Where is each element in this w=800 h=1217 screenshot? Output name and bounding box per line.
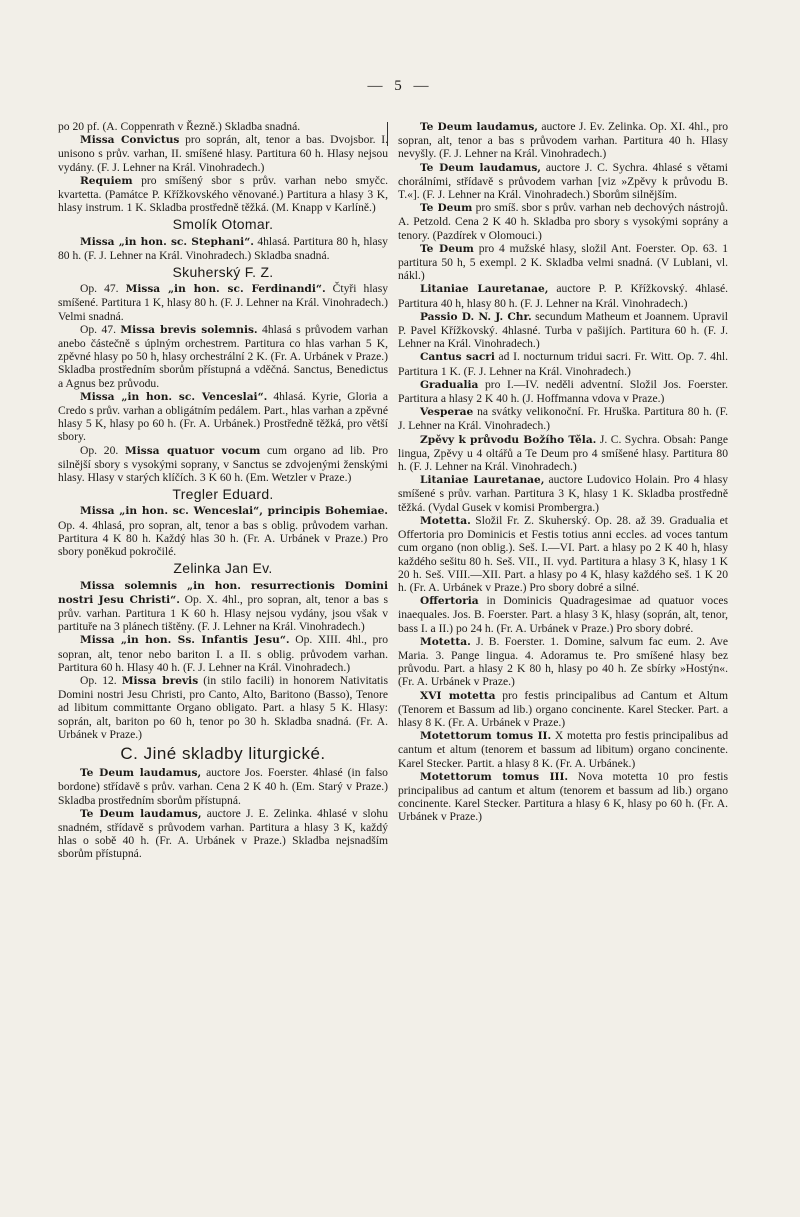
- entry-text: auctore Jos. Foerster. 4hlasé (in falso bordone) střídavě s prův. varhan. Cena 2 K 40 h. (Em. Starý v Praze.) Skladba prostředním sborům přístupná.: [58, 766, 388, 807]
- catalog-entry: [58, 674, 388, 741]
- entry-title: Motetta.: [420, 514, 471, 527]
- catalog-entry: [398, 310, 728, 351]
- catalog-entry: [58, 766, 388, 807]
- entry-title: Offertoria: [420, 595, 479, 608]
- entry-text: pro I.—IV. neděli adventní. Složil Jos. Foerster. Partitura a hlasy 2 K 40 h. (J. Hoffmanna vdova v Praze.): [398, 377, 728, 406]
- entry-text: X motetta pro festis principalibus ad cantum et altum (tenorem et bassum ad libitum) organo concinente. Karel Stecker. Partit. a hlasy 8 K. (Fr. A. Urbánek.): [398, 729, 728, 770]
- entry-text: pro festis principalibus ad Cantum et Altum (Tenorem et Bassum ad lib.) organo concinente. Karel Stecker. Part. a hlasy 8 K. (Fr. A. Urbánek v Praze.): [398, 688, 728, 729]
- entry-text: Op. XIII. 4hl., pro sopran, alt, tenor nebo bariton I. a II. s oblig. průvodem varhan. Partitura 60 h. Hlasy 40 h. (F. J. Lehner na Král. Vinohradech.): [58, 633, 388, 674]
- entry-title: Missa „in hon. sc. Stephani“.: [80, 235, 254, 248]
- catalog-entry: [398, 635, 728, 689]
- catalog-entry: [58, 323, 388, 390]
- catalog-entry: [398, 405, 728, 432]
- entry-text: pro smíš. sbor s prův. varhan neb dechových nástrojů. A. Petzold. Cena 2 K 40 h. Skladba pro sbory s vysokými soprány a tenory. (Pazdírek v Olomouci.): [398, 201, 729, 242]
- entry-title: Missa solemnis „in hon. resurrectionis Domini nostri Jesu Christi“.: [58, 579, 388, 606]
- entry-text: auctore J. Ev. Zelinka. Op. XI. 4hl., pro sopran, alt, tenor a bas s průvodem varhan. Partitura 40 h. Hlasy nevyšly. (F. J. Lehner na Král. Vinohradech.): [398, 120, 728, 161]
- entry-text: po 20 pf. (A. Coppenrath v Řezně.) Skladba snadná.: [58, 120, 301, 133]
- entry-text: auctore J. E. Zelinka. 4hlasé v slohu snadném, střídavě s průvodem varhan. Partitura a hlasy 3 K, každý hlas o sobě 40 h. (Fr. A. Urbánek v Praze.) Skladba nejsnadším sborům přístupná.: [58, 806, 388, 861]
- entry-text: Op. X. 4hl., pro sopran, alt, tenor a bas s prův. varhan. Partitura 1 K 60 h. Hlasy nejsou vydány, jsou však v partituře na 3 plánech tištěny. (F. J. Lehner na Král. Vinohradech.): [58, 592, 388, 634]
- entry-text: auctore P. P. Křížkovský. 4hlasé. Partitura 40 h, hlasy 80 h. (F. J. Lehner na Král. Vinohradech.): [398, 282, 728, 310]
- page-number: — 5 —: [367, 78, 433, 94]
- entry-text: Nova motetta 10 pro festis principalibus ad cantum et altum (tenorem et bassum ad lib.) organo concinente. Karel Stecker. Partitura a hlasy 6 K, hlasy po 60 h. (Fr. A. Urbánek v Praze.): [398, 769, 728, 824]
- entry-text: Op. 12.: [80, 673, 122, 687]
- catalog-entry: [58, 807, 388, 861]
- catalog-entry: [398, 378, 728, 405]
- entry-text: pro smíšený sbor s prův. varhan nebo smyčc. kvartetta. (Památce P. Křížkovského věnované.) Partitura a hlasy 3 K, hlasy instrum. 1 K. Skladba prostředně těžká. (M. Knapp v Karlíně.): [58, 173, 388, 215]
- catalog-entry: [58, 282, 388, 323]
- catalog-entry: [398, 473, 728, 514]
- catalog-entry: [58, 174, 388, 215]
- catalog-entry: [398, 514, 728, 594]
- entry-title: Te Deum laudamus,: [420, 161, 541, 174]
- catalog-entry: [58, 504, 388, 558]
- entry-text: cum organo ad lib. Pro silnější sbory s vysokými soprany, v Sanctus se zdvojenými ženskými hlasy. Hlasy v starých klíčích. 3 K 60 h. (Em. Wetzler v Praze.): [58, 443, 388, 485]
- catalog-entry: [398, 242, 728, 283]
- entry-title: Vesperae: [420, 406, 474, 419]
- entry-text: Op. 47.: [80, 282, 126, 296]
- catalog-entry: [58, 390, 388, 444]
- catalog-entry: [398, 433, 728, 474]
- entry-text: pro 4 mužské hlasy, složil Ant. Foerster. Op. 63. 1 partitura 50 h, 5 exempl. 2 K. Skladba velmi snadná. (V Lublani, vl. nákl.): [398, 241, 728, 283]
- entry-text: Čtyři hlasy smíšené. Partitura 1 K, hlasy 80 h. (F. J. Lehner na Král. Vinohradech.) Velmi snadná.: [58, 282, 389, 323]
- entry-title: Missa „in hon. sc. Wenceslai“, principis Bohemiae.: [80, 505, 388, 518]
- catalog-entry: [58, 133, 388, 174]
- catalog-entry: [398, 689, 728, 730]
- entry-text: 4hlasá. Partitura 80 h, hlasy 80 h. (F. J. Lehner na Král. Vinohradech.) Skladba snadná.: [58, 234, 388, 262]
- catalog-entry: [58, 579, 388, 634]
- entry-text: J. C. Sychra. Obsah: Pange lingua, Zpěvy u 4 oltářů a Te Deum pro 4 smíšené hlasy. Partitura 80 h. (F. J. Lehner na Král. Vinohradech.): [398, 432, 728, 474]
- catalog-entry: [398, 350, 728, 377]
- entry-text: Op. 4. 4hlasá, pro sopran, alt, tenor a bas s oblig. průvodem varhan. Partitura 4 K 80 h. Každý hlas 30 h. (Fr. A. Urbánek v Praze.) Pro sbory poněkud pokročilé.: [58, 518, 388, 559]
- composer-heading: Smolík Otomar.: [172, 216, 274, 233]
- entry-text: in Dominicis Quadragesimae ad quatuor voces inaequales. Jos. B. Foerster. Part. a hlasy 3 K, hlasy (soprán, alt, tenor, bass I. a II.) po 24 h. (Fr. A. Urbánek v Praze.) Pro sbory dobré.: [398, 594, 728, 635]
- entry-text: J. B. Foerster. 1. Domine, salvum fac eum. 2. Ave Maria. 3. Pange lingua. 4. Adoramus te. Pro smíšené hlasy bez průvodu. Part. a hlasy 2 K 80 h, hlasy po 40 h. Ze sbírky »Hostýn«. (Fr. A. Urbánek v Praze.): [398, 634, 728, 689]
- entry-text: (in stilo facili) in honorem Nativitatis Domini nostri Jesu Christi, pro Canto, Alto, Baritono (Basso), Tenore ad libitum committante Organo obligato. Part. a hlasy 5 K. Hlasy: soprán, alt, bariton po 60 h, tenor po 30 h. Skladba snadná. (Fr. A. Urbánek v Praze.): [58, 673, 389, 741]
- catalog-entry: [398, 161, 728, 202]
- entry-title: Te Deum: [420, 202, 473, 215]
- entry-title: Te Deum laudamus,: [80, 807, 202, 820]
- catalog-entry: [58, 444, 388, 485]
- entry-title: Te Deum: [420, 242, 474, 255]
- entry-title: Missa „in hon. sc. Venceslai“.: [80, 390, 268, 403]
- composer-heading: Skuherský F. Z.: [172, 264, 274, 281]
- catalog-entry: [398, 120, 728, 161]
- entry-title: Litaniae Lauretanae,: [420, 474, 545, 487]
- entry-title: Te Deum laudamus,: [420, 121, 538, 133]
- catalog-entry: [398, 729, 728, 770]
- entry-title: Missa brevis solemnis.: [120, 323, 258, 336]
- catalog-entry: [58, 120, 388, 133]
- entry-text: Op. 47.: [80, 322, 121, 336]
- composer-heading: Zelinka Jan Ev.: [173, 560, 273, 577]
- entry-title: Litaniae Lauretanae,: [420, 283, 549, 296]
- entry-text: 4hlasá s průvodem varhan anebo částečně s úplným orchestrem. Partitura co hlas varhan 5 K, zpěvné hlasy po 50 h, hlasy orchestrální 2 K. (Fr. A. Urbánek v Praze.) Skladba prostředním sborům přístupná a vděčná. Sanctus, Benedictus a Agnus bez průvodu.: [58, 322, 388, 390]
- entry-title: Cantus sacri: [420, 351, 495, 364]
- entry-title: Missa „in hon. Ss. Infantis Jesu“.: [80, 634, 290, 647]
- catalog-entry: [58, 235, 388, 262]
- left-column: [58, 120, 388, 861]
- entry-title: Requiem: [80, 174, 133, 187]
- entry-text: Složil Fr. Z. Skuherský. Op. 28. až 39. Gradualia et Offertoria pro Dominicis et Festis totius anni eccles. ad voces tantum cum organo (non oblig.). Seš. I.—VI. Part. a hlasy po 2 K 40 h, hlasy každého sešitu 80 h. Seš. VII., II. vyd. Partitura a hlasy 3 K, hlasy 1 K 20 h. Seš. VIII.—XII. Part. a hlasy po 4 K, hlasy každého seš. 1 K 20 h. (Fr. A. Urbánek v Praze.) Pro sbory dobré a silné.: [398, 513, 728, 594]
- right-column: [398, 120, 728, 824]
- entry-title: XVI motetta: [420, 689, 496, 702]
- entry-text: 4hlasá. Kyrie, Gloria a Credo s prův. varhan a obligátním pedálem. Part., hlas varhan a zpěvné hlasy 5 K, hlasy po 60 h. (Fr. A. Urbánek.) Prostředně těžká, pro větší sbory.: [58, 389, 388, 444]
- entry-title: Motetta.: [420, 635, 471, 648]
- catalog-entry: [58, 633, 388, 674]
- entry-title: Motettorum tomus III.: [420, 770, 569, 783]
- entry-text: auctore Ludovico Holain. Pro 4 hlasy smíšené s prův. varhan. Partitura 3 K, hlasy 1 K. Skladba prostředně těžká. (Vydal Gusek v komisi Prombergra.): [398, 473, 728, 514]
- catalog-entry: [398, 594, 728, 635]
- entry-text: auctore J. C. Sychra. 4hlasé s větami chorálními, střídavě s průvodem varhan [viz »Zpěvy k průvodu B. T.«]. (F. J. Lehner na Král. Vinohradech.) Sborům silnějším.: [398, 160, 728, 202]
- catalog-entry: [398, 282, 728, 309]
- section-heading: C. Jiné skladby liturgické.: [120, 743, 326, 763]
- entry-title: Missa brevis: [121, 674, 199, 687]
- catalog-entry: [398, 201, 728, 242]
- composer-heading: Tregler Eduard.: [172, 486, 274, 503]
- entry-text: ad I. nocturnum tridui sacri. Fr. Witt. Op. 7. 4hl. Partitura 1 K. (F. J. Lehner na Král. Vinohradech.): [398, 350, 728, 378]
- entry-title: Te Deum laudamus,: [80, 767, 202, 780]
- entry-title: Gradualia: [420, 378, 479, 391]
- entry-title: Missa quatuor vocum: [124, 444, 261, 457]
- entry-text: na svátky velikonoční. Fr. Hruška. Partitura 80 h. (F. J. Lehner na Král. Vinohradech.): [398, 405, 728, 433]
- entry-text: secundum Matheum et Joannem. Upravil P. Pavel Křížkovský. 4hlasné. Turba v pašijích. Partitura 60 h. (F. J. Lehner na Král. Vinohradech.): [398, 309, 728, 351]
- entry-title: Missa Convictus: [80, 134, 180, 147]
- entry-title: Motettorum tomus II.: [420, 730, 552, 743]
- catalog-entry: [398, 770, 728, 824]
- entry-text: pro soprán, alt, tenor a bas. Dvojsbor. I. unisono s prův. varhan, II. smíšené hlasy. Partitura 60 h. Hlasy nejsou vydány. (F. J. Lehner na Král. Vinohradech.): [58, 133, 389, 174]
- entry-text: Op. 20.: [80, 443, 125, 457]
- entry-title: Missa „in hon. sc. Ferdinandi“.: [125, 283, 326, 296]
- entry-title: Passio D. N. J. Chr.: [420, 310, 532, 323]
- entry-title: Zpěvy k průvodu Božího Těla.: [420, 433, 597, 446]
